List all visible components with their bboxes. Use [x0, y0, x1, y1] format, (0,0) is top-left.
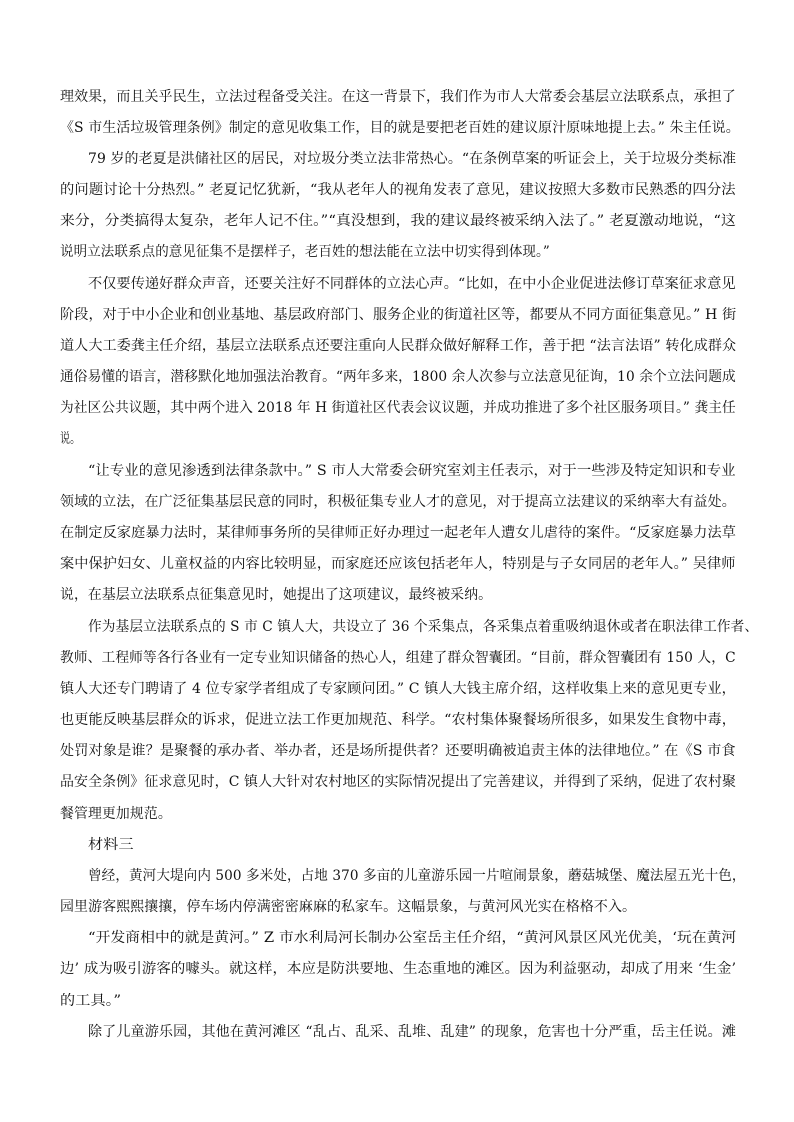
text-line: “开发商相中的就是黄河。” Z 市水利局河长制办公室岳主任介绍，“黄河风景区风光优美，‘玩在黄河: [88, 930, 737, 946]
text-line: 案中保护妇女、儿童权益的内容比较明显，而家庭还应该包括老年人，特别是与子女同居的老年人。” 吴律师: [60, 556, 736, 572]
text-line: 也更能反映基层群众的诉求，促进立法工作更加规范、科学。“农村集体聚餐场所很多，如果发生食物中毒，: [60, 712, 736, 728]
section-heading: 材料三: [88, 837, 134, 853]
text-line: 品安全条例》征求意见时，C 镇人大针对农村地区的实际情况提出了完善建议，并得到了采纳，促进了农村聚: [60, 774, 737, 790]
text-line: 园里游客熙熙攘攘，停车场内停满密密麻麻的私家车。这幅景象，与黄河风光实在格格不入。: [60, 899, 637, 915]
text-line: 曾经，黄河大堤向内 500 多米处，占地 370 多亩的儿童游乐园一片喧闹景象，蘑菇城堡、魔法屋五光十色，: [88, 868, 746, 884]
text-line: 不仅要传递好群众声音，还要关注好不同群体的立法心声。“比如，在中小企业促进法修订草案征求意见: [88, 276, 736, 292]
text-line: 边’ 成为吸引游客的噱头。就这样，本应是防洪要地、生态重地的滩区。因为利益驱动，却成了用来 ‘生金’: [60, 961, 737, 977]
text-line: 79 岁的老夏是洪储社区的居民，对垃圾分类立法非常热心。“在条例草案的听证会上，关于垃圾分类标准: [88, 151, 737, 167]
text-line: 道人大工委龚主任介绍，基层立法联系点还要注重向人民群众做好解释工作，善于把 “法言法语” 转化成群众: [60, 338, 737, 354]
text-line: 领域的立法，在广泛征集基层民意的同时，积极征集专业人才的意见，对于提高立法建议的采纳率大有益处。: [60, 494, 736, 510]
text-line: 阶段，对于中小企业和创业基地、基层政府部门、服务企业的街道社区等，都要从不同方面征集意见。” H 街: [60, 307, 737, 323]
text-line: 的工具。”: [60, 993, 122, 1009]
text-line: 的问题讨论十分热烈。” 老夏记忆犹新，“我从老年人的视角发表了意见，建议按照大多数市民熟悉的四分法: [60, 182, 736, 198]
text-line: 教师、工程师等各行各业有一定专业知识储备的热心人，组建了群众智囊团。“目前，群众智囊团有 150 人，C: [60, 650, 736, 666]
text-line: 来分，分类搞得太复杂，老年人记不住。”“真没想到，我的建议最终被采纳入法了。” 老夏激动地说，“这: [60, 213, 736, 229]
text-line: 通俗易懂的语言，潜移默化地加强法治教育。“两年多来，1800 余人次参与立法意见征询，10 余个立法问题成: [60, 369, 736, 385]
text-line: 说明立法联系点的意见征集不是摆样子，老百姓的想法能在立法中切实得到体现。”: [60, 244, 550, 260]
text-line: 在制定反家庭暴力法时，某律师事务所的吴律师正好办理过一起老年人遭女儿虐待的案件。“反家庭暴力法草: [60, 525, 736, 541]
text-line: “让专业的意见渗透到法律条款中。” S 市人大常委会研究室刘主任表示，对于一些涉及特定知识和专业: [88, 463, 736, 479]
text-line: 说，在基层立法联系点征集意见时，她提出了这项建议，最终被采纳。: [60, 587, 493, 603]
text-line: 理效果，而且关乎民生，立法过程备受关注。在这一背景下，我们作为市人大常委会基层立法联系点，承担了: [60, 89, 736, 105]
text-line: 处罚对象是谁？是聚餐的承办者、举办者，还是场所提供者？还要明确被追责主体的法律地位。” 在《S 市食: [60, 743, 736, 759]
text-line: 作为基层立法联系点的 S 市 C 镇人大，共设立了 36 个采集点，各采集点着重吸纳退休或者在职法律工作者、: [88, 619, 759, 635]
text-line: 说。: [60, 431, 81, 447]
text-line: 除了儿童游乐园，其他在黄河滩区 “乱占、乱采、乱堆、乱建” 的现象，危害也十分严重，岳主任说。滩: [88, 1024, 737, 1040]
text-line: 为社区公共议题，其中两个进入 2018 年 H 街道社区代表会议议题，并成功推进了多个社区服务项目。” 龚主任: [60, 400, 736, 416]
text-line: 镇人大还专门聘请了 4 位专家学者组成了专家顾问团。” C 镇人大钱主席介绍，这样收集上来的意见更专业，: [60, 681, 736, 697]
text-line: 餐管理更加规范。: [60, 806, 172, 822]
text-line: 《S 市生活垃圾管理条例》制定的意见收集工作，目的就是要把老百姓的建议原汁原味地提上去。” 朱主任说。: [60, 120, 740, 136]
